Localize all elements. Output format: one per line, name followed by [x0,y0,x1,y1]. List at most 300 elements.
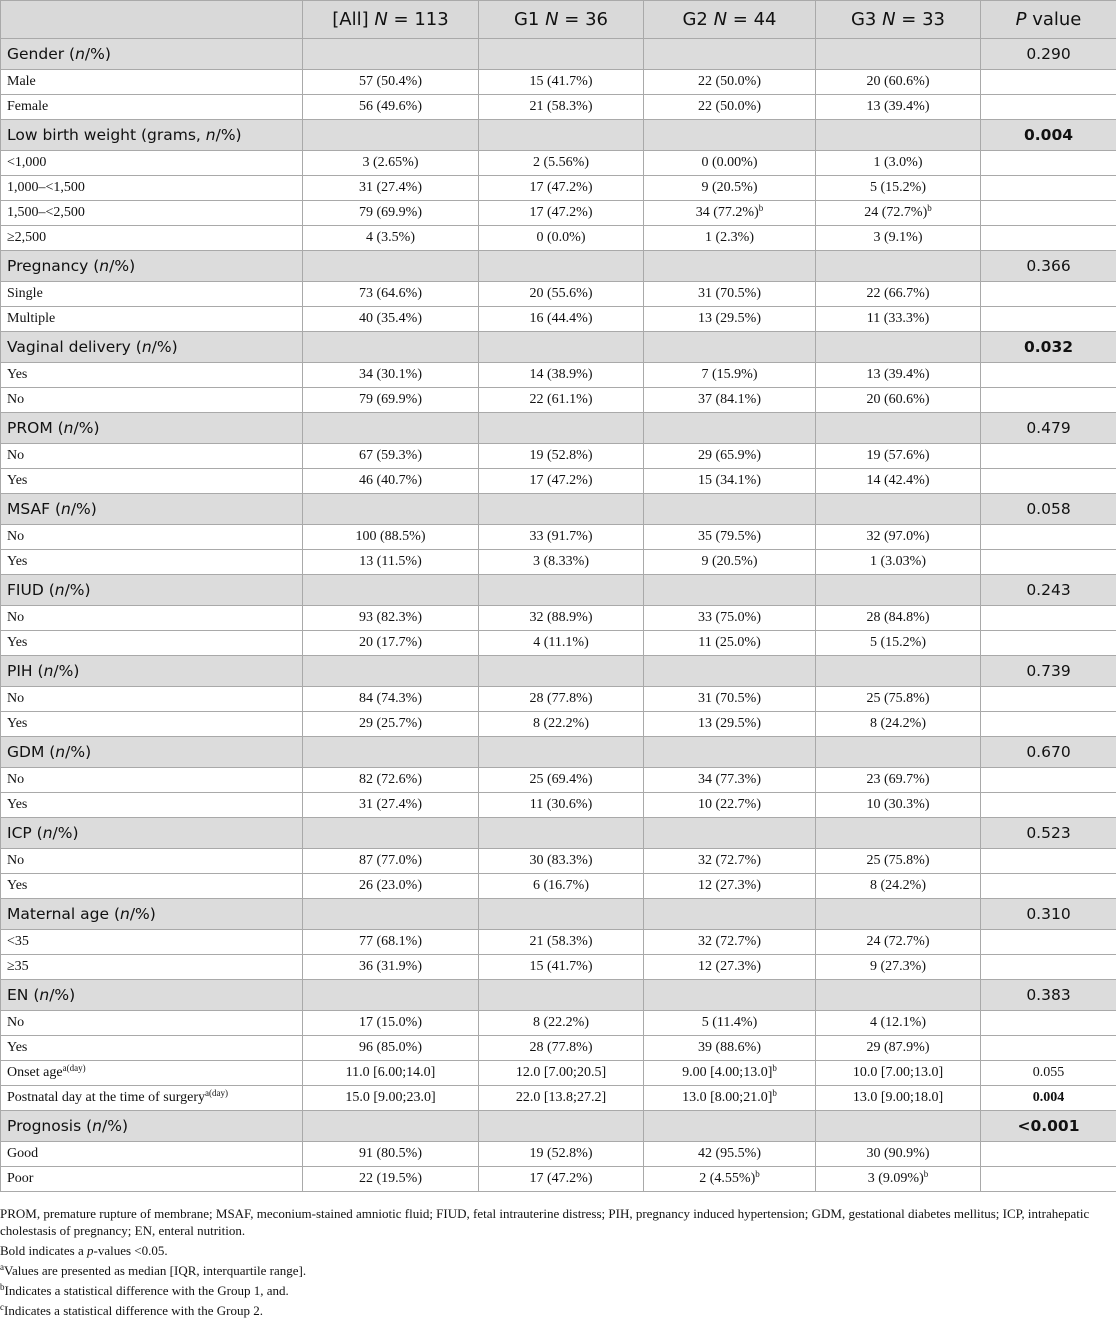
section-empty-cell [644,120,816,151]
header-cell-all: [All] N = 113 [303,1,479,39]
cell-all: 17 (15.0%) [303,1011,479,1036]
section-empty-cell [303,737,479,768]
footnote-marker: b [772,1063,777,1073]
cell-p-value [981,444,1116,469]
cell-g3: 4 (12.1%) [816,1011,981,1036]
cell-all: 11.0 [6.00;14.0] [303,1061,479,1086]
section-p-value: 0.670 [981,737,1116,768]
cell-g3: 24 (72.7%) [816,930,981,955]
footnote-marker: b [923,1169,929,1179]
cell-all: 79 (69.9%) [303,388,479,413]
section-empty-cell [479,39,644,70]
cell-g2: 22 (50.0%) [644,95,816,120]
cell-g3: 8 (24.2%) [816,874,981,899]
table-row [1,1011,1116,1036]
table-row [1,768,1116,793]
cell-g2: 12 (27.3%) [644,955,816,980]
table-row [1,930,1116,955]
section-header-row [1,251,1116,282]
section-empty-cell [816,332,981,363]
cell-g1: 19 (52.8%) [479,444,644,469]
cell-g2: 37 (84.1%) [644,388,816,413]
section-empty-cell [303,656,479,687]
table-row [1,282,1116,307]
table-footnotes [0,1205,1116,1323]
section-empty-cell [479,818,644,849]
section-label: Low birth weight (grams, n/%) [1,120,303,151]
cell-g3: 11 (33.3%) [816,307,981,332]
cell-all: 84 (74.3%) [303,687,479,712]
cell-g3: 29 (87.9%) [816,1036,981,1061]
cell-g1: 19 (52.8%) [479,1142,644,1167]
table-row [1,606,1116,631]
cell-label: Onset age$^{a(day)}$ [1,1061,303,1086]
cell-all: 100 (88.5%) [303,525,479,550]
footnote-a: $^a$Values are presented as median [IQR, interquartile range]. [0,1262,307,1278]
section-empty-cell [816,899,981,930]
section-p-value: 0.739 [981,656,1116,687]
cell-g2: 31 (70.5%) [644,687,816,712]
table-row [1,226,1116,251]
cell-p-value [981,631,1116,656]
cell-all: 36 (31.9%) [303,955,479,980]
section-empty-cell [303,1111,479,1142]
table-row [1,687,1116,712]
header-cell-g3: G3 N = 33 [816,1,981,39]
cell-label: Yes [1,631,303,656]
cell-all: 77 (68.1%) [303,930,479,955]
cell-p-value [981,1036,1116,1061]
section-empty-cell [644,818,816,849]
section-empty-cell [816,737,981,768]
cell-p-value: 0.004 [981,1086,1116,1111]
cell-g3: 13 (39.4%) [816,363,981,388]
cell-g2: 35 (79.5%) [644,525,816,550]
cell-g1: 22 (61.1%) [479,388,644,413]
section-empty-cell [303,120,479,151]
section-empty-cell [644,737,816,768]
footnote-marker: b [927,203,932,213]
cell-p-value [981,176,1116,201]
table-row [1,955,1116,980]
section-empty-cell [303,980,479,1011]
section-header-row [1,737,1116,768]
table-row [1,201,1116,226]
cell-all: 22 (19.5%) [303,1167,479,1192]
cell-g3: 13 (39.4%) [816,95,981,120]
section-empty-cell [479,899,644,930]
cell-g1: 32 (88.9%) [479,606,644,631]
section-empty-cell [303,575,479,606]
cell-label: No [1,525,303,550]
cell-g2: 2 $(4.55\%)^b$ [644,1167,816,1192]
cell-g1: 8 (22.2%) [479,712,644,737]
section-empty-cell [816,494,981,525]
cell-g3: 10.0 [7.00;13.0] [816,1061,981,1086]
cell-label: Yes [1,550,303,575]
cell-g1: 28 (77.8%) [479,687,644,712]
cell-g3: 1 (3.03%) [816,550,981,575]
cell-label: 1,000–<1,500 [1,176,303,201]
section-empty-cell [644,656,816,687]
section-p-value: 0.032 [981,332,1116,363]
cell-p-value [981,282,1116,307]
section-empty-cell [644,899,816,930]
section-empty-cell [816,656,981,687]
cell-g3: 22 (66.7%) [816,282,981,307]
footnote-c: $^c$Indicates a statistical difference with the Group 2. [0,1302,263,1318]
cell-label: No [1,768,303,793]
cell-g2: 32 (72.7%) [644,849,816,874]
section-label: ICP (n/%) [1,818,303,849]
cell-label: No [1,606,303,631]
section-p-value: 0.366 [981,251,1116,282]
cell-g3: 23 (69.7%) [816,768,981,793]
cell-p-value [981,550,1116,575]
cell-label: No [1,1011,303,1036]
footnote-marker: b [772,1088,777,1098]
section-p-value: 0.523 [981,818,1116,849]
footnote-marker: b [755,1169,760,1179]
cell-p-value [981,712,1116,737]
cell-g2: 29 (65.9%) [644,444,816,469]
section-p-value: 0.479 [981,413,1116,444]
section-label: PIH (n/%) [1,656,303,687]
cell-label: <35 [1,930,303,955]
cell-all: 29 (25.7%) [303,712,479,737]
cell-g1: 30 (83.3%) [479,849,644,874]
cell-g1: 3 (8.33%) [479,550,644,575]
cell-all: 79 (69.9%) [303,201,479,226]
cell-label: No [1,687,303,712]
section-header-row [1,413,1116,444]
cell-label: No [1,849,303,874]
section-empty-cell [816,413,981,444]
footnote-b: $^b$Indicates a statistical difference with the Group 1, and. [0,1282,289,1298]
section-empty-cell [644,39,816,70]
header-row [1,1,1116,39]
cell-label: Multiple [1,307,303,332]
cell-all: 91 (80.5%) [303,1142,479,1167]
cell-all: 40 (35.4%) [303,307,479,332]
cell-label: Single [1,282,303,307]
cell-all: 73 (64.6%) [303,282,479,307]
cell-g2: 34 $(77.2\%)^b$ [644,201,816,226]
section-label: Pregnancy (n/%) [1,251,303,282]
table-row [1,849,1116,874]
cell-g3: 24 $(72.7\%)^b$ [816,201,981,226]
cell-g3: 28 (84.8%) [816,606,981,631]
table-row [1,1061,1116,1086]
cell-p-value [981,606,1116,631]
cell-label: No [1,444,303,469]
table-header [1,1,1116,39]
cell-all: 13 (11.5%) [303,550,479,575]
cell-all: 46 (40.7%) [303,469,479,494]
table-row [1,793,1116,818]
cell-all: 57 (50.4%) [303,70,479,95]
cell-p-value [981,793,1116,818]
section-header-row [1,656,1116,687]
footnote-marker: a(day) [205,1088,229,1098]
cell-label: Postnatal day at the time of surgery$^{a(day)}$ [1,1086,303,1111]
section-header-row [1,39,1116,70]
cell-g2: 22 (50.0%) [644,70,816,95]
cell-label: Male [1,70,303,95]
section-empty-cell [303,332,479,363]
cell-g2: 0 (0.00%) [644,151,816,176]
abbreviations-note: PROM, premature rupture of membrane; MSAF, meconium-stained amniotic fluid; FIUD, fetal intrauterine distress; PIH, pregnancy induced hypertension; GDM, gestational diabetes mellitus; ICP, intrahepatic cholestasis of pregnancy; EN, enteral nutrition. [0,1206,1090,1238]
table-row [1,444,1116,469]
cell-g2: 31 (70.5%) [644,282,816,307]
cell-p-value [981,768,1116,793]
section-label: Prognosis (n/%) [1,1111,303,1142]
section-p-value: 0.290 [981,39,1116,70]
section-empty-cell [644,251,816,282]
cell-all: 96 (85.0%) [303,1036,479,1061]
cell-g1: 0 (0.0%) [479,226,644,251]
cell-g1: 17 (47.2%) [479,176,644,201]
table-row [1,525,1116,550]
cell-g1: 8 (22.2%) [479,1011,644,1036]
cell-g3: 25 (75.8%) [816,849,981,874]
cell-p-value [981,226,1116,251]
table-row [1,874,1116,899]
cell-g1: 20 (55.6%) [479,282,644,307]
cell-g3: 13.0 [9.00;18.0] [816,1086,981,1111]
cell-g2: 9.00 [4.00;13.0]$^b$ [644,1061,816,1086]
table-row [1,363,1116,388]
section-empty-cell [479,332,644,363]
table-row [1,631,1116,656]
cell-label: Good [1,1142,303,1167]
cell-g1: 15 (41.7%) [479,955,644,980]
cell-g2: 34 (77.3%) [644,768,816,793]
table-row [1,1142,1116,1167]
cell-p-value [981,955,1116,980]
header-cell-g1: G1 N = 36 [479,1,644,39]
cell-g2: 13 (29.5%) [644,307,816,332]
section-empty-cell [303,818,479,849]
section-label: GDM (n/%) [1,737,303,768]
section-label: Vaginal delivery (n/%) [1,332,303,363]
cell-g1: 4 (11.1%) [479,631,644,656]
cell-g2: 39 (88.6%) [644,1036,816,1061]
cell-p-value [981,687,1116,712]
section-empty-cell [479,251,644,282]
cell-g1: 2 (5.56%) [479,151,644,176]
cell-g1: 21 (58.3%) [479,930,644,955]
cell-g2: 15 (34.1%) [644,469,816,494]
cell-g3: 10 (30.3%) [816,793,981,818]
cell-g3: 9 (27.3%) [816,955,981,980]
header-cell-g2: G2 N = 44 [644,1,816,39]
section-header-row [1,332,1116,363]
section-empty-cell [816,39,981,70]
table-row [1,176,1116,201]
cell-label: 1,500–<2,500 [1,201,303,226]
cell-label: ≥35 [1,955,303,980]
table-row [1,712,1116,737]
section-header-row [1,1111,1116,1142]
section-empty-cell [816,818,981,849]
cell-g2: 11 (25.0%) [644,631,816,656]
section-label: FIUD (n/%) [1,575,303,606]
cell-all: 56 (49.6%) [303,95,479,120]
cell-p-value [981,95,1116,120]
cell-p-value [981,469,1116,494]
cell-g3: 5 (15.2%) [816,176,981,201]
cell-all: 34 (30.1%) [303,363,479,388]
cell-g1: 33 (91.7%) [479,525,644,550]
cell-g3: 14 (42.4%) [816,469,981,494]
cell-g2: 9 (20.5%) [644,176,816,201]
cell-label: Yes [1,793,303,818]
section-empty-cell [479,656,644,687]
section-label: Maternal age (n/%) [1,899,303,930]
cell-g2: 32 (72.7%) [644,930,816,955]
cell-all: 93 (82.3%) [303,606,479,631]
cell-g3: 3 (9.1%) [816,226,981,251]
cell-g3: 1 (3.0%) [816,151,981,176]
cell-p-value [981,525,1116,550]
section-p-value: <0.001 [981,1111,1116,1142]
cell-g1: 28 (77.8%) [479,1036,644,1061]
cell-p-value [981,151,1116,176]
cell-g3: 20 (60.6%) [816,388,981,413]
cell-p-value [981,1142,1116,1167]
section-p-value: 0.243 [981,575,1116,606]
cell-g1: 22.0 [13.8;27.2] [479,1086,644,1111]
bold-note: Bold indicates a p-values <0.05. [0,1243,168,1258]
section-header-row [1,980,1116,1011]
cell-g2: 33 (75.0%) [644,606,816,631]
table-row [1,469,1116,494]
cell-g3: 19 (57.6%) [816,444,981,469]
cell-all: 3 (2.65%) [303,151,479,176]
cell-g3: 8 (24.2%) [816,712,981,737]
cell-g2: 1 (2.3%) [644,226,816,251]
table-row [1,388,1116,413]
section-empty-cell [644,1111,816,1142]
section-header-row [1,818,1116,849]
section-empty-cell [303,39,479,70]
cell-p-value [981,874,1116,899]
section-empty-cell [479,494,644,525]
section-empty-cell [816,251,981,282]
section-p-value: 0.058 [981,494,1116,525]
section-empty-cell [479,1111,644,1142]
section-empty-cell [479,413,644,444]
cell-all: 15.0 [9.00;23.0] [303,1086,479,1111]
cell-label: ≥2,500 [1,226,303,251]
cell-p-value [981,388,1116,413]
cell-label: Yes [1,363,303,388]
section-empty-cell [644,494,816,525]
cell-g2: 12 (27.3%) [644,874,816,899]
cell-p-value [981,201,1116,226]
section-empty-cell [303,494,479,525]
table-row [1,1036,1116,1061]
cell-g1: 21 (58.3%) [479,95,644,120]
cell-p-value [981,849,1116,874]
cell-g3: 20 (60.6%) [816,70,981,95]
cell-g1: 11 (30.6%) [479,793,644,818]
table-row [1,1167,1116,1192]
cell-g2: 7 (15.9%) [644,363,816,388]
cell-all: 4 (3.5%) [303,226,479,251]
section-empty-cell [479,980,644,1011]
header-cell-p-value: P value [981,1,1116,39]
section-p-value: 0.310 [981,899,1116,930]
section-p-value: 0.383 [981,980,1116,1011]
table-row [1,151,1116,176]
cell-g3: 3 $(9.09\%)^b$ [816,1167,981,1192]
cell-g1: 16 (44.4%) [479,307,644,332]
section-header-row [1,899,1116,930]
section-empty-cell [644,980,816,1011]
section-header-row [1,120,1116,151]
cell-p-value [981,363,1116,388]
cell-label: <1,000 [1,151,303,176]
cell-g1: 6 (16.7%) [479,874,644,899]
section-empty-cell [644,332,816,363]
section-header-row [1,575,1116,606]
cell-all: 87 (77.0%) [303,849,479,874]
section-label: MSAF (n/%) [1,494,303,525]
cell-g1: 12.0 [7.00;20.5] [479,1061,644,1086]
cell-label: Yes [1,1036,303,1061]
section-label: Gender (n/%) [1,39,303,70]
section-empty-cell [644,413,816,444]
cell-label: Poor [1,1167,303,1192]
cell-g1: 17 (47.2%) [479,201,644,226]
header-cell-label [1,1,303,39]
cell-label: Yes [1,712,303,737]
table-row [1,307,1116,332]
section-empty-cell [644,575,816,606]
cell-all: 26 (23.0%) [303,874,479,899]
table-row [1,70,1116,95]
section-header-row [1,494,1116,525]
cell-g2: 5 (11.4%) [644,1011,816,1036]
section-empty-cell [303,413,479,444]
cell-g2: 42 (95.5%) [644,1142,816,1167]
section-empty-cell [479,737,644,768]
cell-p-value [981,307,1116,332]
cell-all: 31 (27.4%) [303,793,479,818]
cell-p-value [981,70,1116,95]
cell-g2: 10 (22.7%) [644,793,816,818]
cell-p-value [981,1011,1116,1036]
cell-p-value [981,930,1116,955]
cell-g3: 30 (90.9%) [816,1142,981,1167]
cell-g3: 32 (97.0%) [816,525,981,550]
section-label: EN (n/%) [1,980,303,1011]
cell-g2: 9 (20.5%) [644,550,816,575]
cell-g1: 17 (47.2%) [479,1167,644,1192]
table-row [1,550,1116,575]
cell-label: Yes [1,469,303,494]
section-empty-cell [303,251,479,282]
table-body [1,39,1116,1192]
footnote-marker: a(day) [62,1063,86,1073]
cell-all: 67 (59.3%) [303,444,479,469]
cell-all: 31 (27.4%) [303,176,479,201]
cell-all: 82 (72.6%) [303,768,479,793]
table-row [1,95,1116,120]
cell-label: Female [1,95,303,120]
